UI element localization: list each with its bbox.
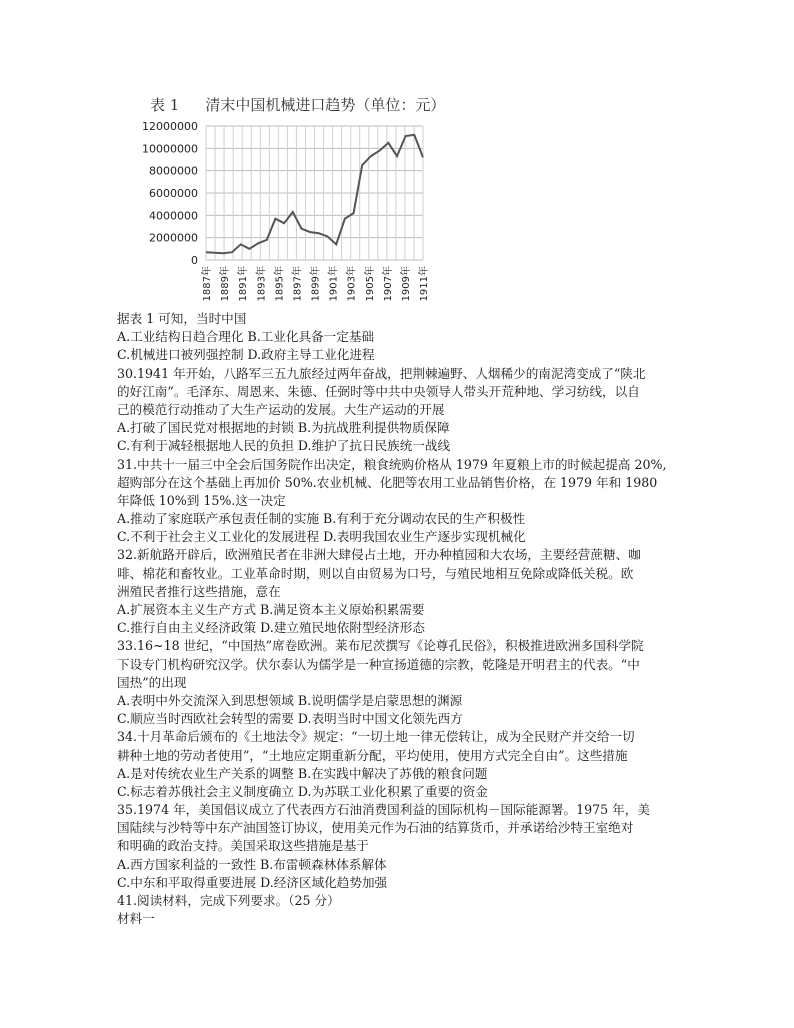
x-tick-label: 1891年: [238, 266, 250, 302]
text-line: A.表明中外交流深入到思想领域 B.说明儒学是启蒙思想的渊源: [117, 692, 463, 708]
y-tick-label: 10000000: [142, 142, 198, 156]
text-line: 和明确的政治支持。美国采取这些措施是基于: [117, 838, 369, 854]
text-line: 32.新航路开辟后，欧洲殖民者在非洲大肆侵占土地，开办种植园和大农场，主要经营蔗糖、咖: [117, 547, 641, 563]
x-tick-label: 1907年: [382, 266, 394, 302]
text-line: 材料一: [117, 911, 155, 927]
y-tick-label: 2000000: [149, 231, 198, 245]
text-line: C.顺应当时西欧社会转型的需要 D.表明当时中国文化领先西方: [117, 711, 463, 727]
x-axis-ticks: [200, 266, 430, 301]
text-line: 30.1941 年开始，八路军三五九旅经过两年奋战，把荆棘遍野、人烟稀少的南泥湾变成了“陕北: [117, 365, 646, 381]
question-text: [117, 310, 697, 928]
text-line: 据表 1 可知，当时中国: [117, 311, 247, 326]
text-line: C.机械进口被列强控制 D.政府主导工业化进程: [117, 347, 375, 363]
text-line: A.扩展资本主义生产方式 B.满足资本主义原始积累需要: [117, 602, 425, 617]
text-line: 国陆续与沙特等中东产油国签订协议，使用美元作为石油的结算货币，并承诺给沙特王室绝对: [117, 820, 634, 836]
text-line: A.西方国家利益的一致性 B.布雷顿森林体系解体: [117, 856, 387, 872]
text-line: 33.16~18 世纪，“中国热”席卷欧洲。莱布尼茨撰写《论尊孔民俗》，积极推进欧洲多国科学院: [117, 638, 644, 654]
text-line: A.打破了国民党对根据地的封锁 B.为抗战胜利提供物质保障: [117, 420, 450, 436]
x-tick-label: 1903年: [346, 266, 358, 302]
y-tick-label: 0: [191, 254, 198, 267]
text-line: 耕种土地的劳动者使用”，“土地应定期重新分配，平均使用，使用方式完全自由”。这些措施: [117, 747, 628, 763]
text-line: C.标志着苏俄社会主义制度确立 D.为苏联工业化积累了重要的资金: [117, 783, 488, 799]
text-line: 31.中共十一届三中全会后国务院作出决定，粮食统购价格从 1979 年夏粮上市的时候起提高 20%,: [117, 456, 667, 472]
x-tick-label: 1899年: [310, 266, 322, 302]
chart-title-text: 清末中国机械进口趋势（单位：元）: [205, 96, 446, 114]
text-line: 41.阅读材料，完成下列要求。（25 分）: [117, 893, 340, 908]
text-line: C.中东和平取得重要进展 D.经济区域化趋势加强: [117, 874, 388, 890]
x-tick-label: 1911年: [419, 266, 430, 302]
text-line: 下设专门机构研究汉学。伏尔泰认为儒学是一种宣扬道德的宗教，乾隆是开明君主的代表。“中: [117, 656, 640, 672]
text-line: C.推行自由主义经济政策 D.建立殖民地依附型经济形态: [117, 620, 425, 636]
x-tick-label: 1905年: [364, 266, 376, 302]
text-line: 34.十月革命后颁布的《土地法令》规定：“一切土地一律无偿转让，成为全民财产并交给一切: [117, 729, 635, 745]
y-tick-label: 8000000: [149, 164, 198, 178]
text-line: 年降低 10%到 15%.这一决定: [117, 492, 286, 508]
x-tick-label: 1889年: [220, 266, 232, 302]
text-line: A.推动了家庭联产承包责任制的实施 B.有利于充分调动农民的生产积极性: [117, 511, 526, 527]
text-line: A.工业结构日趋合理化 B.工业化具备一定基础: [117, 329, 375, 345]
x-tick-label: 1887年: [202, 266, 213, 302]
text-line: A.是对传统农业生产关系的调整 B.在实践中解决了苏俄的粮食问题: [117, 765, 488, 781]
x-tick-label: 1897年: [292, 266, 304, 302]
y-tick-label: 12000000: [142, 120, 198, 133]
text-line: 超购部分在这个基础上再加价 50%.农业机械、化肥等农用工业品销售价格，在 1979 年和 1980: [117, 474, 658, 490]
y-tick-label: 4000000: [149, 209, 198, 223]
text-line: 啡、棉花和畜牧业。工业革命时期，则以自由贸易为口号，与殖民地相互免除或降低关税。欧: [117, 565, 634, 581]
y-tick-label: 6000000: [149, 187, 198, 200]
text-line: 己的模范行动推动了大生产运动的发展。大生产运动的开展: [117, 401, 445, 417]
text-line: 国热”的出现: [117, 674, 187, 690]
x-tick-label: 1909年: [400, 266, 412, 302]
text-line: 35.1974 年，美国倡议成立了代表西方石油消费国利益的国际机构－国际能源署。1975 年，美: [117, 802, 650, 818]
y-axis-ticks: [142, 120, 198, 267]
chart-table-label: 表 1: [150, 96, 180, 114]
x-tick-label: 1895年: [274, 266, 286, 302]
x-tick-label: 1901年: [328, 266, 340, 302]
text-line: 洲殖民者推行这些措施，意在: [117, 583, 281, 599]
text-line: C.不利于社会主义工业化的发展进程 D.表明我国农业生产逐步实现机械化: [117, 529, 526, 545]
x-tick-label: 1893年: [256, 266, 268, 302]
text-line: C.有利于减轻根据地人民的负担 D.维护了抗日民族统一战线: [117, 438, 451, 454]
text-line: 的好江南”。毛泽东、周恩来、朱德、任弼时等中共中央领导人带头开荒种地、学习纺线，以自: [117, 383, 640, 399]
machinery-import-chart: [118, 110, 438, 310]
